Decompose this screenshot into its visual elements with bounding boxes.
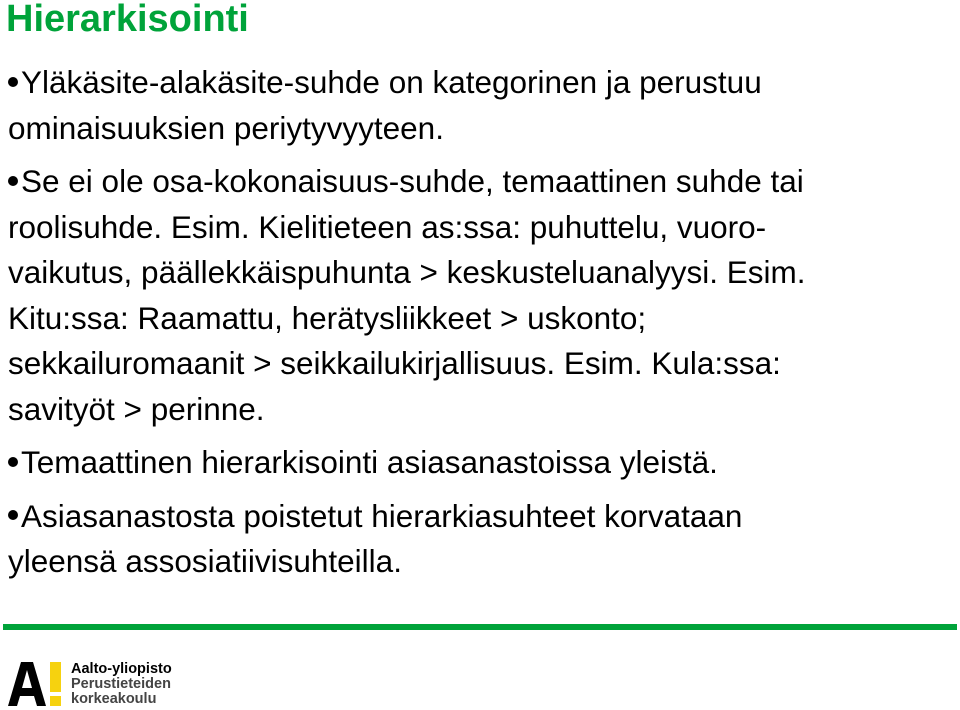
logo-school-name-2: korkeakoulu — [71, 691, 157, 707]
bullet-line: savityöt > perinne. — [8, 390, 265, 427]
slide-title: Hierarkisointi — [6, 0, 249, 40]
bullet-item-1 — [8, 60, 958, 151]
bullet-item-4 — [8, 494, 958, 585]
bullet-item-3 — [8, 440, 958, 486]
bullet-line: sekkailuromaanit > seikkailukirjallisuus. Esim. Kula:ssa: — [8, 345, 781, 381]
aalto-a-icon — [8, 660, 68, 710]
bullet-line: ominaisuuksien periytyvyyteen. — [8, 109, 444, 146]
bullet-line: Asiasanastosta poistetut hierarkiasuhteet korvataan — [8, 498, 742, 534]
bullet-list — [8, 60, 958, 585]
bullet-line: roolisuhde. Esim. Kielitieteen as:ssa: puhuttelu, vuoro- — [8, 208, 767, 245]
logo-text — [71, 662, 172, 707]
bullet-item-2 — [8, 159, 958, 432]
bullet-line: Yläkäsite-alakäsite-suhde on kategorinen ja perustuu — [8, 64, 762, 100]
bullet-line: vaikutus, päällekkäispuhunta > keskusteluanalyysi. Esim. — [8, 254, 806, 290]
bullet-line: Temaattinen hierarkisointi asiasanastoissa yleistä. — [8, 444, 718, 480]
bullet-line: Se ei ole osa-kokonaisuus-suhde, temaattinen suhde tai — [8, 163, 804, 199]
bullet-dot-icon — [8, 510, 18, 520]
bullet-dot-icon — [8, 457, 18, 467]
logo-university-name: Aalto-yliopisto — [71, 661, 172, 677]
bullet-line: yleensä assosiatiivisuhteilla. — [8, 543, 402, 579]
bullet-dot-icon — [8, 176, 18, 186]
logo-school-name-1: Perustieteiden — [71, 676, 171, 692]
green-divider — [3, 624, 957, 630]
bullet-dot-icon — [8, 77, 18, 87]
bullet-line: Kitu:ssa: Raamattu, herätysliikkeet > uskonto; — [8, 299, 647, 336]
